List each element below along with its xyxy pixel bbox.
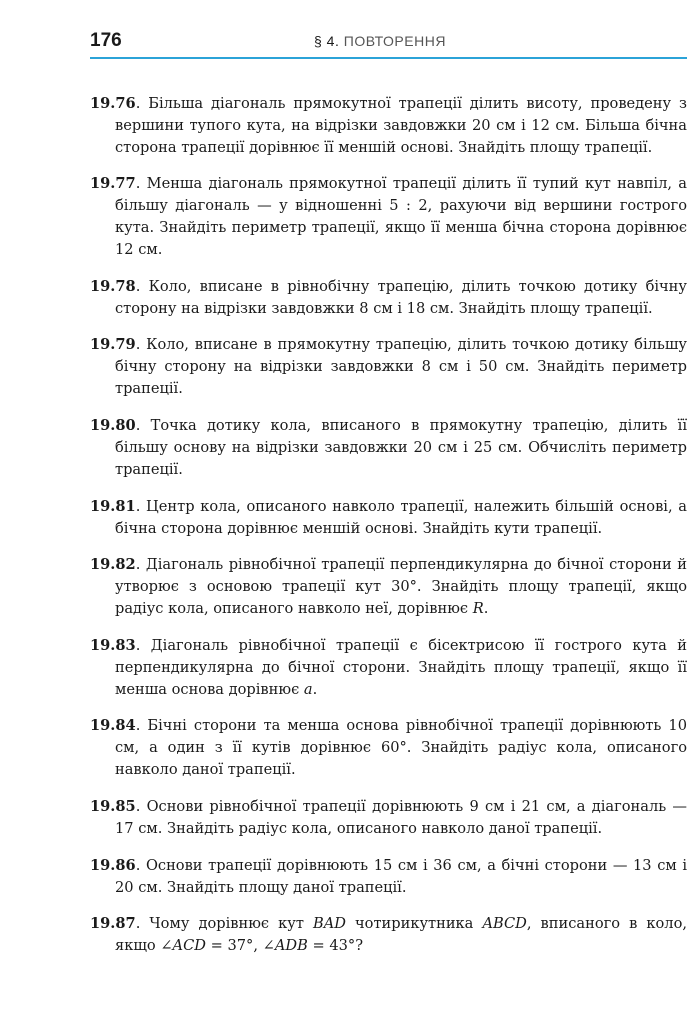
problem-text-4: = 37°,: [205, 937, 263, 955]
problem-text: . Діагональ рівнобічної трапеції перпендикулярна до бічної сторони й утворює з основою трапеції кут 30°. Знайдіть площу трапеції, якщо радіус кола, описаного навколо неї, дорівнює: [115, 556, 687, 618]
problem-19-80: [90, 415, 687, 481]
problem-19-76: [90, 93, 687, 159]
problem-text: . Коло, вписане в рівнобічну трапецію, ділить точкою дотику бічну сторону на відрізки завдовжки 8 см і 18 см. Знайдіть площу трапеції.: [115, 277, 687, 317]
problem-number: 19.85: [90, 797, 136, 815]
problem-19-85: [90, 796, 687, 840]
section-title: [314, 33, 446, 49]
problem-19-83: [90, 635, 687, 701]
problem-text: . Більша діагональ прямокутної трапеції ділить висоту, проведену з вершини тупого кута, на відрізки завдовжки 20 см і 12 см. Більша бічна сторона трапеції дорівнює її меншій основі. Знайдіть площу трапеції.: [115, 94, 687, 156]
problem-number: 19.78: [90, 277, 136, 295]
header-rule: [90, 57, 687, 59]
problem-19-77: [90, 173, 687, 261]
problem-number: 19.76: [90, 94, 136, 112]
problem-19-86: [90, 855, 687, 899]
problem-text-3: , вписаного в коло, якщо: [115, 915, 687, 955]
section-number: § 4.: [314, 33, 340, 49]
problem-text: . Точка дотику кола, вписаного в прямокутну трапецію, ділить її більшу основу на відрізки завдовжки 20 см і 25 см. Обчисліть периметр трапеції.: [115, 416, 687, 478]
problem-19-84: [90, 715, 687, 781]
problem-text: . Основи трапеції дорівнюють 15 см і 36 см, а бічні сторони — 13 см і 20 см. Знайдіть площу даної трапеції.: [115, 856, 687, 896]
section-name: ПОВТОРЕННЯ: [343, 33, 446, 49]
problem-number: 19.86: [90, 856, 136, 874]
problem-number: 19.79: [90, 336, 136, 354]
problem-number: 19.83: [90, 636, 136, 654]
math-angle: ∠ACD: [160, 937, 206, 955]
problem-text: . Менша діагональ прямокутної трапеції ділить її тупий кут навпіл, а більшу діагональ — у відношенні 5 : 2, рахуючи від вершини гострого кута. Знайдіть периметр трапеції, якщо її менша бічна сторона дорівнює 12 см.: [115, 175, 687, 259]
problem-text-tail: .: [312, 680, 318, 698]
problem-text: . Чому дорівнює кут: [135, 915, 313, 933]
math-variable: ABCD: [482, 915, 527, 933]
math-variable: a: [303, 680, 313, 698]
problem-text: . Діагональ рівнобічної трапеції є бісектрисою її гострого кута й перпендикулярна до бічної сторони. Знайдіть площу трапеції, якщо її менша основа дорівнює: [115, 636, 687, 698]
problem-number: 19.82: [90, 556, 136, 574]
problem-number: 19.80: [90, 416, 136, 434]
problem-number: 19.84: [90, 717, 136, 735]
problem-19-78: [90, 276, 687, 320]
problem-text-tail: .: [483, 600, 489, 618]
problem-list: [90, 78, 687, 968]
problem-number: 19.87: [90, 915, 136, 933]
problem-text: . Коло, вписане в прямокутну трапецію, ділить точкою дотику більшу бічну сторону на відрізки завдовжки 8 см і 50 см. Знайдіть периметр трапеції.: [115, 336, 687, 398]
math-variable: R: [472, 600, 484, 618]
problem-text: . Центр кола, описаного навколо трапеції, належить більшій основі, а бічна сторона дорівнює меншій основі. Знайдіть кути трапеції.: [115, 497, 687, 537]
problem-19-81: [90, 496, 687, 540]
math-variable: BAD: [312, 915, 346, 933]
page-number: 176: [90, 30, 122, 51]
problem-19-87: [90, 913, 687, 957]
math-angle: ∠ADB: [262, 937, 308, 955]
page-header: [90, 30, 687, 58]
problem-text-2: чотирикутника: [345, 915, 483, 933]
problem-text: . Основи рівнобічної трапеції дорівнюють 9 см і 21 см, а діагональ — 17 см. Знайдіть радіус кола, описаного навколо даної трапеції.: [115, 797, 687, 837]
problem-number: 19.81: [90, 497, 136, 515]
problem-19-82: [90, 554, 687, 620]
problem-text-tail: = 43°?: [307, 937, 364, 955]
problem-19-79: [90, 334, 687, 400]
problem-number: 19.77: [90, 175, 136, 193]
problem-text: . Бічні сторони та менша основа рівнобічної трапеції дорівнюють 10 см, а один з її кутів дорівнює 60°. Знайдіть радіус кола, описаного навколо даної трапеції.: [115, 717, 687, 779]
